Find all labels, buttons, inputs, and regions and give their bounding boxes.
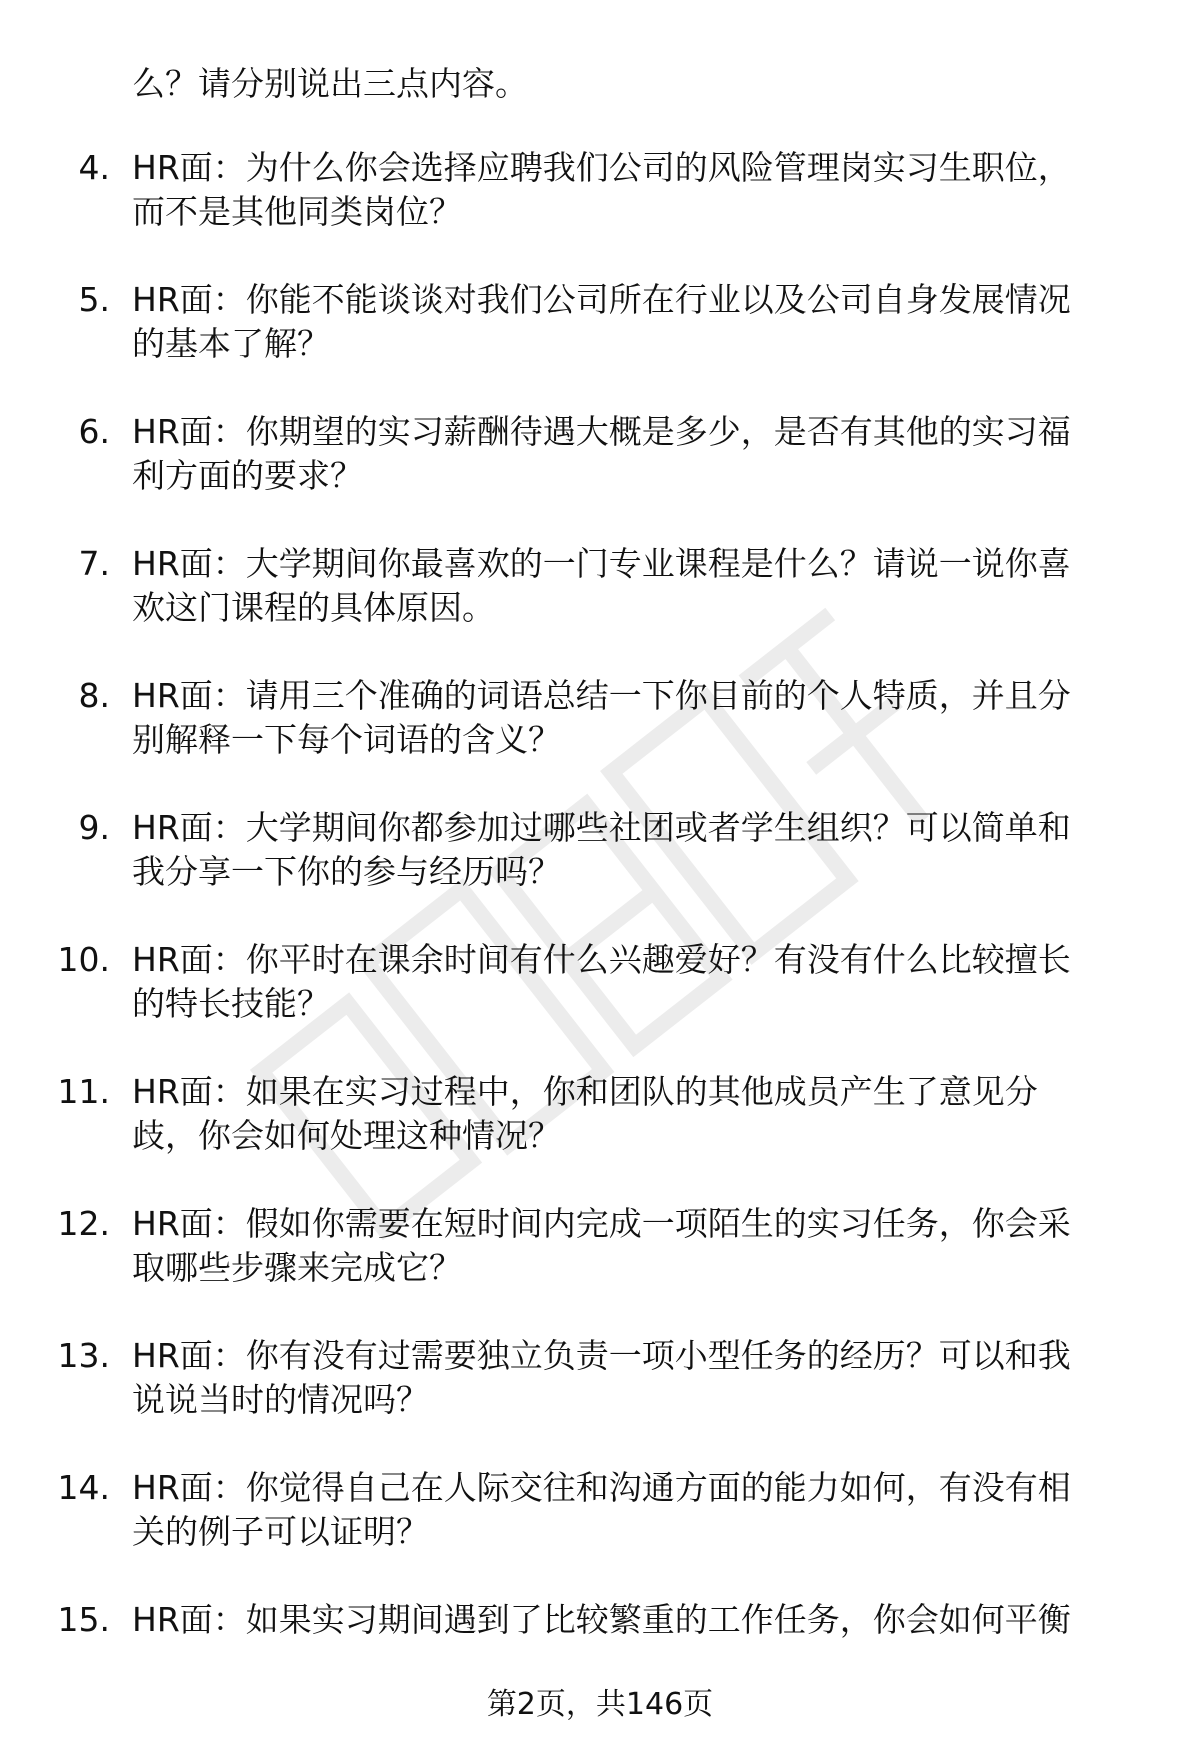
question-line: HR面：你平时在课余时间有什么兴趣爱好？有没有什么比较擅长 (132, 940, 1071, 979)
question-text (132, 146, 1162, 234)
question-text (132, 674, 1162, 762)
question-line: 说说当时的情况吗？ (132, 1380, 429, 1419)
question-line: HR面：你能不能谈谈对我们公司所在行业以及公司自身发展情况 (132, 280, 1071, 319)
question-number: 11. (57, 1072, 110, 1111)
question-line: HR面：请用三个准确的词语总结一下你目前的个人特质，并且分 (132, 676, 1071, 715)
page-footer: 第2页，共146页 (486, 1687, 714, 1722)
question-text (132, 938, 1162, 1026)
list-item (0, 1334, 1200, 1466)
question-line: 歧，你会如何处理这种情况？ (132, 1116, 561, 1155)
list-item (0, 1070, 1200, 1202)
question-text (132, 1334, 1162, 1422)
question-line: HR面：为什么你会选择应聘我们公司的风险管理岗实习生职位， (132, 148, 1071, 187)
question-line: HR面：大学期间你都参加过哪些社团或者学生组织？可以简单和 (132, 808, 1071, 847)
question-number: 12. (57, 1204, 110, 1243)
list-item (0, 410, 1200, 542)
list-item (0, 1466, 1200, 1598)
question-line: HR面：你有没有过需要独立负责一项小型任务的经历？可以和我 (132, 1336, 1071, 1375)
question-line: 别解释一下每个词语的含义？ (132, 720, 561, 759)
question-line: HR面：你期望的实习薪酬待遇大概是多少，是否有其他的实习福 (132, 412, 1071, 451)
continuation-line: 么？请分别说出三点内容。 (132, 64, 528, 103)
question-line: 而不是其他同类岗位？ (132, 192, 462, 231)
question-line: HR面：假如你需要在短时间内完成一项陌生的实习任务，你会采 (132, 1204, 1071, 1243)
question-line: HR面：你觉得自己在人际交往和沟通方面的能力如何，有没有相 (132, 1468, 1071, 1507)
question-line: 的特长技能？ (132, 984, 330, 1023)
question-text (132, 1598, 1162, 1642)
question-line: 利方面的要求？ (132, 456, 363, 495)
question-line: 我分享一下你的参与经历吗？ (132, 852, 561, 891)
question-line: 欢这门课程的具体原因。 (132, 588, 495, 627)
question-number: 4. (78, 148, 110, 187)
list-item (0, 938, 1200, 1070)
question-text (132, 1202, 1162, 1290)
list-item (0, 806, 1200, 938)
question-line: HR面：如果实习期间遇到了比较繁重的工作任务，你会如何平衡 (132, 1600, 1071, 1639)
question-text (132, 278, 1162, 366)
question-line: 的基本了解？ (132, 324, 330, 363)
list-item (0, 278, 1200, 410)
list-item (0, 542, 1200, 674)
list-item (0, 146, 1200, 278)
list-item (0, 1202, 1200, 1334)
question-list (0, 146, 1200, 1730)
question-number: 15. (57, 1600, 110, 1639)
list-item (0, 674, 1200, 806)
question-number: 13. (57, 1336, 110, 1375)
question-number: 7. (78, 544, 110, 583)
question-number: 9. (78, 808, 110, 847)
question-line: 关的例子可以证明？ (132, 1512, 429, 1551)
question-line: 取哪些步骤来完成它？ (132, 1248, 462, 1287)
question-line: HR面：大学期间你最喜欢的一门专业课程是什么？请说一说你喜 (132, 544, 1071, 583)
question-number: 10. (57, 940, 110, 979)
question-number: 5. (78, 280, 110, 319)
question-text (132, 806, 1162, 894)
question-text (132, 542, 1162, 630)
question-number: 14. (57, 1468, 110, 1507)
question-text (132, 410, 1162, 498)
question-number: 6. (78, 412, 110, 451)
question-line: HR面：如果在实习过程中，你和团队的其他成员产生了意见分 (132, 1072, 1038, 1111)
question-text (132, 1070, 1162, 1158)
question-text (132, 1466, 1162, 1554)
question-number: 8. (78, 676, 110, 715)
